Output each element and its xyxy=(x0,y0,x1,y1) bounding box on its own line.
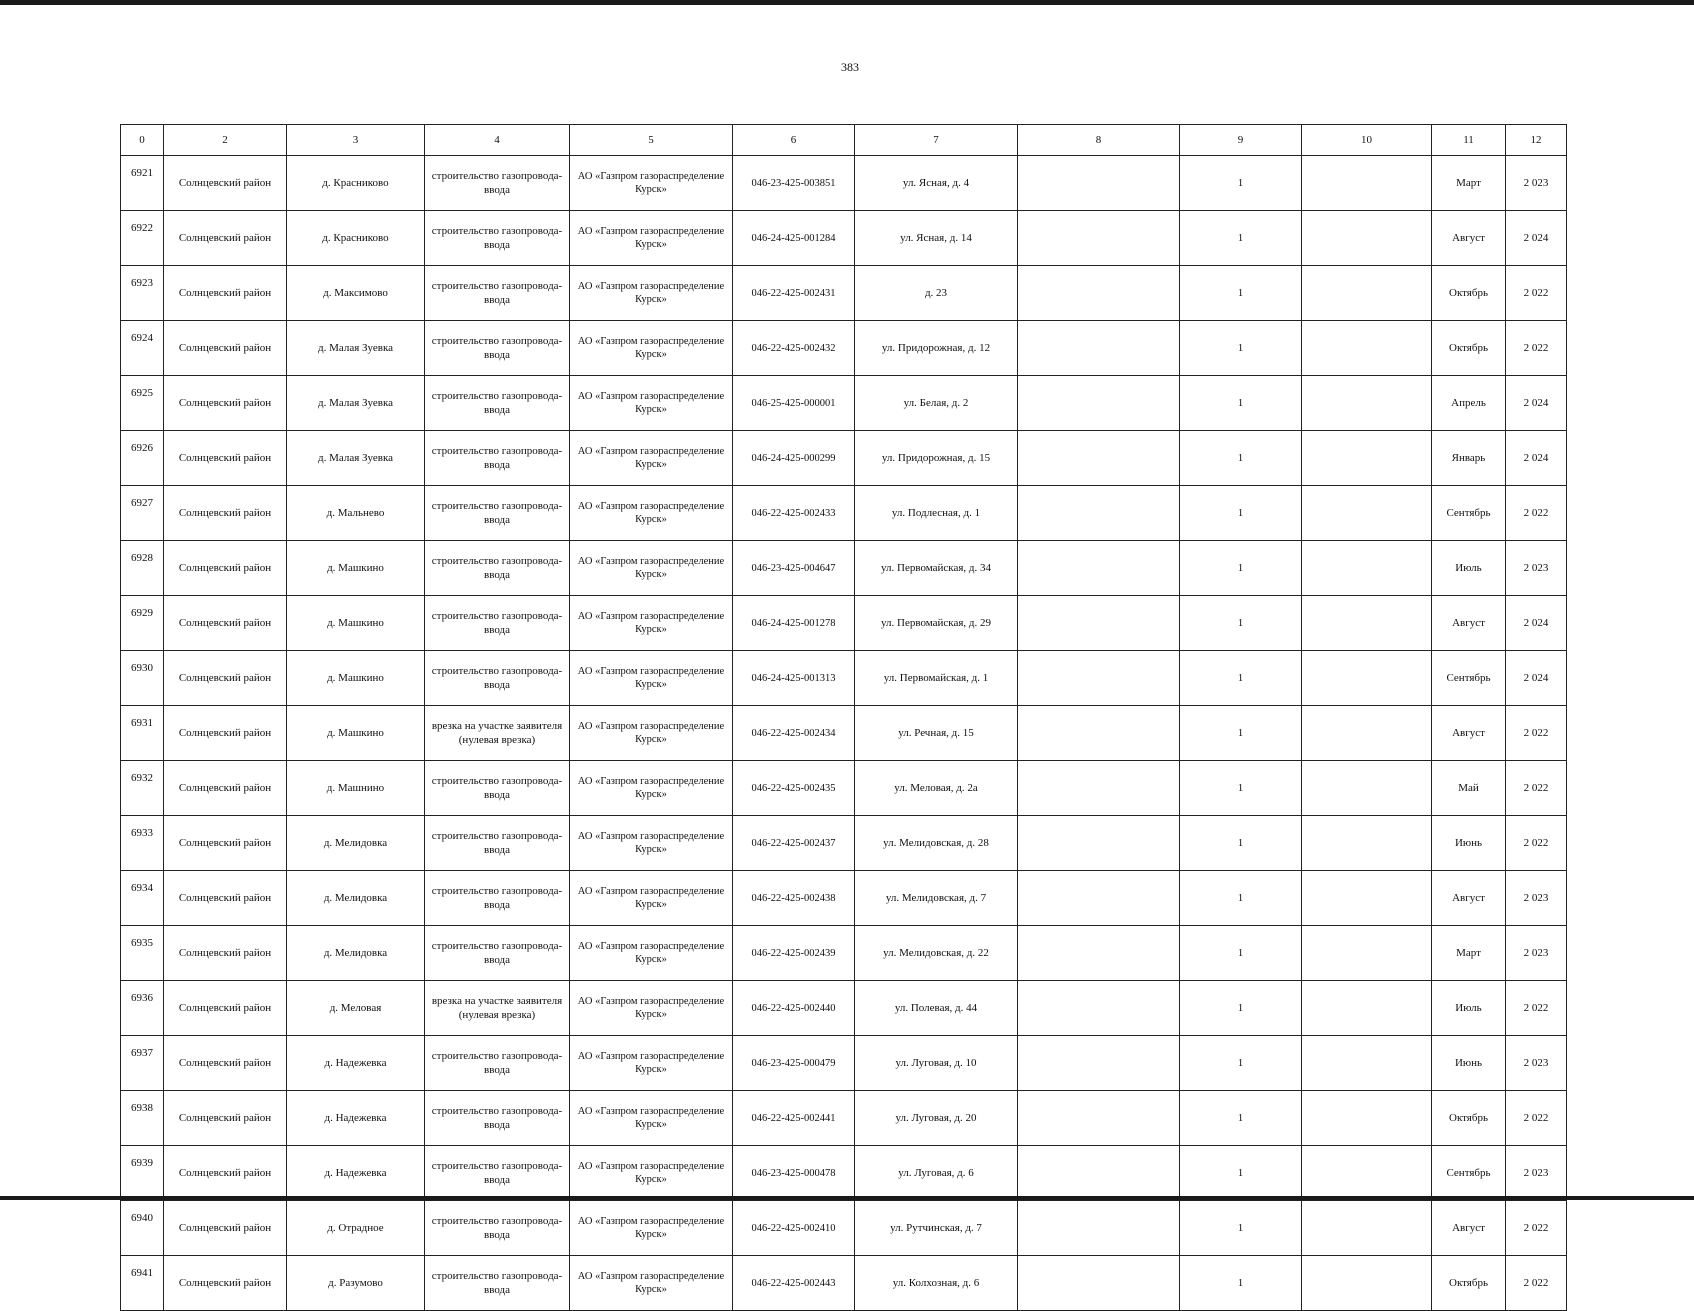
code-cell: 046-22-425-002440 xyxy=(733,981,855,1036)
table-row xyxy=(121,596,1567,651)
column-header: 4 xyxy=(425,125,570,156)
year-cell: 2 023 xyxy=(1506,156,1567,211)
settlement-cell: д. Малая Зуевка xyxy=(287,431,425,486)
district-cell: Солнцевский район xyxy=(164,1146,287,1201)
settlement-cell: д. Разумово xyxy=(287,1256,425,1311)
district-cell: Солнцевский район xyxy=(164,211,287,266)
address-cell: ул. Подлесная, д. 1 xyxy=(855,486,1018,541)
quantity-cell: 1 xyxy=(1180,706,1302,761)
table-row xyxy=(121,376,1567,431)
address-cell: д. 23 xyxy=(855,266,1018,321)
month-cell: Сентябрь xyxy=(1432,486,1506,541)
address-cell: ул. Мелидовская, д. 7 xyxy=(855,871,1018,926)
col10-cell xyxy=(1302,211,1432,266)
settlement-cell: д. Малая Зуевка xyxy=(287,321,425,376)
month-cell: Октябрь xyxy=(1432,1256,1506,1311)
month-cell: Апрель xyxy=(1432,376,1506,431)
month-cell: Октябрь xyxy=(1432,321,1506,376)
work-type-cell: строительство газопровода-ввода xyxy=(425,651,570,706)
district-cell: Солнцевский район xyxy=(164,486,287,541)
address-cell: ул. Первомайская, д. 1 xyxy=(855,651,1018,706)
work-type-cell: строительство газопровода-ввода xyxy=(425,1201,570,1256)
address-cell: ул. Колхозная, д. 6 xyxy=(855,1256,1018,1311)
organization-cell: АО «Газпром газораспределение Курск» xyxy=(570,211,733,266)
district-cell: Солнцевский район xyxy=(164,1201,287,1256)
year-cell: 2 022 xyxy=(1506,761,1567,816)
code-cell: 046-22-425-002437 xyxy=(733,816,855,871)
table-row xyxy=(121,706,1567,761)
work-type-cell: строительство газопровода-ввода xyxy=(425,431,570,486)
col10-cell xyxy=(1302,706,1432,761)
address-cell: ул. Мелидовская, д. 22 xyxy=(855,926,1018,981)
quantity-cell: 1 xyxy=(1180,1201,1302,1256)
quantity-cell: 1 xyxy=(1180,376,1302,431)
address-cell: ул. Речная, д. 15 xyxy=(855,706,1018,761)
work-type-cell: строительство газопровода-ввода xyxy=(425,926,570,981)
column-header: 3 xyxy=(287,125,425,156)
col8-cell xyxy=(1018,1201,1180,1256)
organization-cell: АО «Газпром газораспределение Курск» xyxy=(570,1036,733,1091)
col10-cell xyxy=(1302,1201,1432,1256)
settlement-cell: д. Надежевка xyxy=(287,1091,425,1146)
settlement-cell: д. Машкино xyxy=(287,706,425,761)
quantity-cell: 1 xyxy=(1180,651,1302,706)
year-cell: 2 024 xyxy=(1506,651,1567,706)
work-type-cell: строительство газопровода-ввода xyxy=(425,761,570,816)
settlement-cell: д. Машкино xyxy=(287,596,425,651)
organization-cell: АО «Газпром газораспределение Курск» xyxy=(570,431,733,486)
district-cell: Солнцевский район xyxy=(164,376,287,431)
table-row xyxy=(121,321,1567,376)
month-cell: Август xyxy=(1432,706,1506,761)
district-cell: Солнцевский район xyxy=(164,431,287,486)
year-cell: 2 022 xyxy=(1506,706,1567,761)
address-cell: ул. Белая, д. 2 xyxy=(855,376,1018,431)
month-cell: Сентябрь xyxy=(1432,1146,1506,1201)
quantity-cell: 1 xyxy=(1180,816,1302,871)
code-cell: 046-22-425-002431 xyxy=(733,266,855,321)
code-cell: 046-22-425-002432 xyxy=(733,321,855,376)
table-row xyxy=(121,761,1567,816)
district-cell: Солнцевский район xyxy=(164,156,287,211)
work-type-cell: строительство газопровода-ввода xyxy=(425,1036,570,1091)
col8-cell xyxy=(1018,706,1180,761)
year-cell: 2 022 xyxy=(1506,981,1567,1036)
code-cell: 046-22-425-002410 xyxy=(733,1201,855,1256)
col8-cell xyxy=(1018,761,1180,816)
work-type-cell: строительство газопровода-ввода xyxy=(425,376,570,431)
table-row xyxy=(121,1036,1567,1091)
row-number-cell: 6922 xyxy=(121,211,164,266)
settlement-cell: д. Меловая xyxy=(287,981,425,1036)
col10-cell xyxy=(1302,431,1432,486)
quantity-cell: 1 xyxy=(1180,486,1302,541)
code-cell: 046-24-425-000299 xyxy=(733,431,855,486)
scan-top-border xyxy=(0,0,1694,5)
header-row xyxy=(121,125,1567,156)
col10-cell xyxy=(1302,1146,1432,1201)
year-cell: 2 023 xyxy=(1506,926,1567,981)
month-cell: Июнь xyxy=(1432,1036,1506,1091)
col10-cell xyxy=(1302,981,1432,1036)
row-number-cell: 6929 xyxy=(121,596,164,651)
col8-cell xyxy=(1018,1091,1180,1146)
work-type-cell: строительство газопровода-ввода xyxy=(425,816,570,871)
row-number-cell: 6928 xyxy=(121,541,164,596)
col10-cell xyxy=(1302,1256,1432,1311)
organization-cell: АО «Газпром газораспределение Курск» xyxy=(570,156,733,211)
col10-cell xyxy=(1302,1036,1432,1091)
code-cell: 046-22-425-002443 xyxy=(733,1256,855,1311)
quantity-cell: 1 xyxy=(1180,596,1302,651)
quantity-cell: 1 xyxy=(1180,1146,1302,1201)
month-cell: Июль xyxy=(1432,541,1506,596)
table-row xyxy=(121,1256,1567,1311)
row-number-cell: 6939 xyxy=(121,1146,164,1201)
district-cell: Солнцевский район xyxy=(164,1256,287,1311)
month-cell: Август xyxy=(1432,1201,1506,1256)
settlement-cell: д. Малая Зуевка xyxy=(287,376,425,431)
address-cell: ул. Придорожная, д. 15 xyxy=(855,431,1018,486)
col10-cell xyxy=(1302,596,1432,651)
table-row xyxy=(121,871,1567,926)
address-cell: ул. Ясная, д. 4 xyxy=(855,156,1018,211)
code-cell: 046-23-425-000478 xyxy=(733,1146,855,1201)
col10-cell xyxy=(1302,376,1432,431)
organization-cell: АО «Газпром газораспределение Курск» xyxy=(570,486,733,541)
column-header: 10 xyxy=(1302,125,1432,156)
month-cell: Октябрь xyxy=(1432,266,1506,321)
col8-cell xyxy=(1018,211,1180,266)
column-header: 8 xyxy=(1018,125,1180,156)
district-cell: Солнцевский район xyxy=(164,596,287,651)
col8-cell xyxy=(1018,376,1180,431)
year-cell: 2 023 xyxy=(1506,1036,1567,1091)
table-row xyxy=(121,486,1567,541)
code-cell: 046-25-425-000001 xyxy=(733,376,855,431)
col8-cell xyxy=(1018,651,1180,706)
column-header: 6 xyxy=(733,125,855,156)
month-cell: Май xyxy=(1432,761,1506,816)
district-cell: Солнцевский район xyxy=(164,541,287,596)
row-number-cell: 6924 xyxy=(121,321,164,376)
code-cell: 046-22-425-002434 xyxy=(733,706,855,761)
registry-table xyxy=(120,124,1567,1311)
row-number-cell: 6933 xyxy=(121,816,164,871)
organization-cell: АО «Газпром газораспределение Курск» xyxy=(570,321,733,376)
organization-cell: АО «Газпром газораспределение Курск» xyxy=(570,871,733,926)
table-row xyxy=(121,156,1567,211)
col10-cell xyxy=(1302,321,1432,376)
row-number-cell: 6926 xyxy=(121,431,164,486)
quantity-cell: 1 xyxy=(1180,1091,1302,1146)
row-number-cell: 6923 xyxy=(121,266,164,321)
organization-cell: АО «Газпром газораспределение Курск» xyxy=(570,816,733,871)
organization-cell: АО «Газпром газораспределение Курск» xyxy=(570,1091,733,1146)
table-body xyxy=(121,156,1567,1311)
settlement-cell: д. Мелидовка xyxy=(287,871,425,926)
column-header: 5 xyxy=(570,125,733,156)
col10-cell xyxy=(1302,816,1432,871)
table-row xyxy=(121,1146,1567,1201)
address-cell: ул. Меловая, д. 2а xyxy=(855,761,1018,816)
table-row xyxy=(121,1091,1567,1146)
year-cell: 2 024 xyxy=(1506,596,1567,651)
address-cell: ул. Ясная, д. 14 xyxy=(855,211,1018,266)
month-cell: Август xyxy=(1432,596,1506,651)
table-row xyxy=(121,541,1567,596)
settlement-cell: д. Отрадное xyxy=(287,1201,425,1256)
col8-cell xyxy=(1018,1146,1180,1201)
table-row xyxy=(121,211,1567,266)
organization-cell: АО «Газпром газораспределение Курск» xyxy=(570,706,733,761)
quantity-cell: 1 xyxy=(1180,321,1302,376)
year-cell: 2 022 xyxy=(1506,816,1567,871)
table-row xyxy=(121,266,1567,321)
settlement-cell: д. Красниково xyxy=(287,156,425,211)
address-cell: ул. Первомайская, д. 34 xyxy=(855,541,1018,596)
work-type-cell: строительство газопровода-ввода xyxy=(425,156,570,211)
settlement-cell: д. Машкино xyxy=(287,541,425,596)
col8-cell xyxy=(1018,431,1180,486)
column-header: 9 xyxy=(1180,125,1302,156)
year-cell: 2 022 xyxy=(1506,266,1567,321)
row-number-cell: 6927 xyxy=(121,486,164,541)
page-number: 383 xyxy=(841,60,859,74)
settlement-cell: д. Красниково xyxy=(287,211,425,266)
month-cell: Октябрь xyxy=(1432,1091,1506,1146)
quantity-cell: 1 xyxy=(1180,431,1302,486)
organization-cell: АО «Газпром газораспределение Курск» xyxy=(570,596,733,651)
quantity-cell: 1 xyxy=(1180,926,1302,981)
table-header xyxy=(121,125,1567,156)
district-cell: Солнцевский район xyxy=(164,761,287,816)
quantity-cell: 1 xyxy=(1180,761,1302,816)
address-cell: ул. Мелидовская, д. 28 xyxy=(855,816,1018,871)
work-type-cell: строительство газопровода-ввода xyxy=(425,486,570,541)
district-cell: Солнцевский район xyxy=(164,816,287,871)
row-number-cell: 6937 xyxy=(121,1036,164,1091)
col8-cell xyxy=(1018,156,1180,211)
work-type-cell: врезка на участке заявителя (нулевая врезка) xyxy=(425,706,570,761)
col8-cell xyxy=(1018,871,1180,926)
code-cell: 046-22-425-002435 xyxy=(733,761,855,816)
address-cell: ул. Луговая, д. 20 xyxy=(855,1091,1018,1146)
district-cell: Солнцевский район xyxy=(164,1091,287,1146)
quantity-cell: 1 xyxy=(1180,266,1302,321)
month-cell: Март xyxy=(1432,926,1506,981)
col8-cell xyxy=(1018,1256,1180,1311)
year-cell: 2 022 xyxy=(1506,1091,1567,1146)
district-cell: Солнцевский район xyxy=(164,981,287,1036)
row-number-cell: 6931 xyxy=(121,706,164,761)
organization-cell: АО «Газпром газораспределение Курск» xyxy=(570,981,733,1036)
row-number-cell: 6940 xyxy=(121,1201,164,1256)
code-cell: 046-24-425-001313 xyxy=(733,651,855,706)
work-type-cell: строительство газопровода-ввода xyxy=(425,266,570,321)
settlement-cell: д. Максимово xyxy=(287,266,425,321)
code-cell: 046-22-425-002439 xyxy=(733,926,855,981)
col8-cell xyxy=(1018,596,1180,651)
table-row xyxy=(121,431,1567,486)
col10-cell xyxy=(1302,156,1432,211)
address-cell: ул. Рутчинская, д. 7 xyxy=(855,1201,1018,1256)
year-cell: 2 024 xyxy=(1506,376,1567,431)
table-row xyxy=(121,926,1567,981)
row-number-cell: 6936 xyxy=(121,981,164,1036)
work-type-cell: строительство газопровода-ввода xyxy=(425,211,570,266)
settlement-cell: д. Машнино xyxy=(287,761,425,816)
settlement-cell: д. Мелидовка xyxy=(287,926,425,981)
code-cell: 046-22-425-002438 xyxy=(733,871,855,926)
quantity-cell: 1 xyxy=(1180,541,1302,596)
row-number-cell: 6932 xyxy=(121,761,164,816)
row-number-cell: 6925 xyxy=(121,376,164,431)
col10-cell xyxy=(1302,266,1432,321)
organization-cell: АО «Газпром газораспределение Курск» xyxy=(570,1146,733,1201)
code-cell: 046-23-425-003851 xyxy=(733,156,855,211)
quantity-cell: 1 xyxy=(1180,871,1302,926)
organization-cell: АО «Газпром газораспределение Курск» xyxy=(570,1256,733,1311)
row-number-cell: 6941 xyxy=(121,1256,164,1311)
col10-cell xyxy=(1302,871,1432,926)
work-type-cell: строительство газопровода-ввода xyxy=(425,321,570,376)
row-number-cell: 6938 xyxy=(121,1091,164,1146)
column-header: 12 xyxy=(1506,125,1567,156)
organization-cell: АО «Газпром газораспределение Курск» xyxy=(570,761,733,816)
settlement-cell: д. Надежевка xyxy=(287,1036,425,1091)
month-cell: Январь xyxy=(1432,431,1506,486)
district-cell: Солнцевский район xyxy=(164,266,287,321)
organization-cell: АО «Газпром газораспределение Курск» xyxy=(570,651,733,706)
row-number-cell: 6934 xyxy=(121,871,164,926)
organization-cell: АО «Газпром газораспределение Курск» xyxy=(570,1201,733,1256)
col8-cell xyxy=(1018,816,1180,871)
month-cell: Июль xyxy=(1432,981,1506,1036)
quantity-cell: 1 xyxy=(1180,981,1302,1036)
table-row xyxy=(121,651,1567,706)
year-cell: 2 022 xyxy=(1506,1201,1567,1256)
col8-cell xyxy=(1018,981,1180,1036)
code-cell: 046-24-425-001278 xyxy=(733,596,855,651)
work-type-cell: строительство газопровода-ввода xyxy=(425,871,570,926)
month-cell: Март xyxy=(1432,156,1506,211)
address-cell: ул. Луговая, д. 10 xyxy=(855,1036,1018,1091)
address-cell: ул. Первомайская, д. 29 xyxy=(855,596,1018,651)
organization-cell: АО «Газпром газораспределение Курск» xyxy=(570,926,733,981)
organization-cell: АО «Газпром газораспределение Курск» xyxy=(570,541,733,596)
work-type-cell: строительство газопровода-ввода xyxy=(425,541,570,596)
code-cell: 046-23-425-000479 xyxy=(733,1036,855,1091)
row-number-cell: 6935 xyxy=(121,926,164,981)
column-header: 0 xyxy=(121,125,164,156)
work-type-cell: строительство газопровода-ввода xyxy=(425,596,570,651)
quantity-cell: 1 xyxy=(1180,1036,1302,1091)
year-cell: 2 022 xyxy=(1506,1256,1567,1311)
col10-cell xyxy=(1302,1091,1432,1146)
settlement-cell: д. Мальнево xyxy=(287,486,425,541)
col8-cell xyxy=(1018,1036,1180,1091)
organization-cell: АО «Газпром газораспределение Курск» xyxy=(570,266,733,321)
col8-cell xyxy=(1018,486,1180,541)
district-cell: Солнцевский район xyxy=(164,926,287,981)
work-type-cell: врезка на участке заявителя (нулевая врезка) xyxy=(425,981,570,1036)
year-cell: 2 023 xyxy=(1506,541,1567,596)
column-header: 11 xyxy=(1432,125,1506,156)
table-row xyxy=(121,981,1567,1036)
work-type-cell: строительство газопровода-ввода xyxy=(425,1256,570,1311)
settlement-cell: д. Мелидовка xyxy=(287,816,425,871)
col10-cell xyxy=(1302,926,1432,981)
scan-bottom-border xyxy=(0,1196,1694,1200)
table-row xyxy=(121,816,1567,871)
month-cell: Сентябрь xyxy=(1432,651,1506,706)
col8-cell xyxy=(1018,321,1180,376)
address-cell: ул. Луговая, д. 6 xyxy=(855,1146,1018,1201)
district-cell: Солнцевский район xyxy=(164,871,287,926)
district-cell: Солнцевский район xyxy=(164,651,287,706)
settlement-cell: д. Машкино xyxy=(287,651,425,706)
settlement-cell: д. Надежевка xyxy=(287,1146,425,1201)
table-row xyxy=(121,1201,1567,1256)
column-header: 2 xyxy=(164,125,287,156)
year-cell: 2 023 xyxy=(1506,871,1567,926)
year-cell: 2 024 xyxy=(1506,431,1567,486)
col8-cell xyxy=(1018,926,1180,981)
year-cell: 2 022 xyxy=(1506,486,1567,541)
quantity-cell: 1 xyxy=(1180,156,1302,211)
col10-cell xyxy=(1302,541,1432,596)
row-number-cell: 6921 xyxy=(121,156,164,211)
col10-cell xyxy=(1302,761,1432,816)
district-cell: Солнцевский район xyxy=(164,321,287,376)
col10-cell xyxy=(1302,651,1432,706)
year-cell: 2 022 xyxy=(1506,321,1567,376)
quantity-cell: 1 xyxy=(1180,1256,1302,1311)
address-cell: ул. Придорожная, д. 12 xyxy=(855,321,1018,376)
work-type-cell: строительство газопровода-ввода xyxy=(425,1146,570,1201)
month-cell: Август xyxy=(1432,871,1506,926)
year-cell: 2 024 xyxy=(1506,211,1567,266)
col8-cell xyxy=(1018,541,1180,596)
work-type-cell: строительство газопровода-ввода xyxy=(425,1091,570,1146)
district-cell: Солнцевский район xyxy=(164,706,287,761)
district-cell: Солнцевский район xyxy=(164,1036,287,1091)
col10-cell xyxy=(1302,486,1432,541)
code-cell: 046-22-425-002433 xyxy=(733,486,855,541)
month-cell: Август xyxy=(1432,211,1506,266)
row-number-cell: 6930 xyxy=(121,651,164,706)
month-cell: Июнь xyxy=(1432,816,1506,871)
code-cell: 046-23-425-004647 xyxy=(733,541,855,596)
column-header: 7 xyxy=(855,125,1018,156)
quantity-cell: 1 xyxy=(1180,211,1302,266)
col8-cell xyxy=(1018,266,1180,321)
code-cell: 046-22-425-002441 xyxy=(733,1091,855,1146)
year-cell: 2 023 xyxy=(1506,1146,1567,1201)
code-cell: 046-24-425-001284 xyxy=(733,211,855,266)
organization-cell: АО «Газпром газораспределение Курск» xyxy=(570,376,733,431)
address-cell: ул. Полевая, д. 44 xyxy=(855,981,1018,1036)
